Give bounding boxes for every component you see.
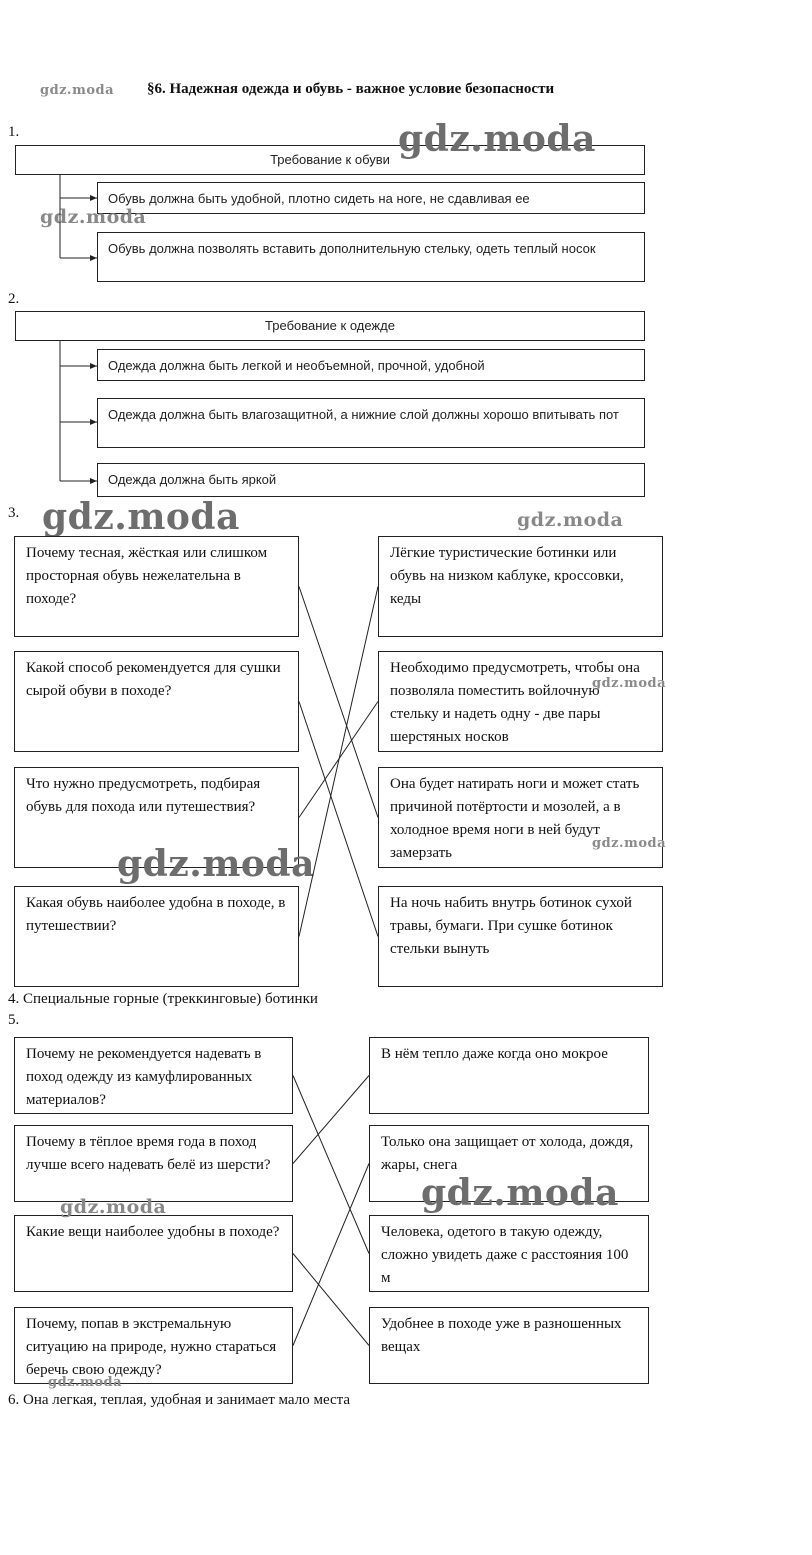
- task4-answer: 4. Специальные горные (треккинговые) ботинки: [8, 991, 318, 1007]
- task5-answer-1: В нём тепло даже когда оно мокрое: [369, 1037, 649, 1114]
- watermark: gdz.moda: [398, 118, 596, 160]
- task2-number: 2.: [8, 291, 20, 307]
- task1-arrow-2: [90, 255, 97, 261]
- task5-match-line-4-2: [293, 1164, 369, 1346]
- task3-answer-1: Лёгкие туристические ботинки или обувь на низком каблуке, кроссовки, кеды: [378, 536, 663, 637]
- page-title: §6. Надежная одежда и обувь - важное условие безопасности: [147, 81, 555, 97]
- watermark: gdz.moda: [48, 1375, 123, 1390]
- task5-number: 5.: [8, 1012, 20, 1028]
- task5-question-1: Почему не рекомендуется надевать в поход одежду из камуфлированных материалов?: [14, 1037, 293, 1114]
- task3-question-2: Какой способ рекомендуется для сушки сырой обуви в походе?: [14, 651, 299, 752]
- task5-match-line-3-4: [293, 1254, 369, 1346]
- watermark: gdz.moda: [517, 509, 624, 531]
- task3-number: 3.: [8, 505, 20, 521]
- task2-arrow-1: [90, 363, 97, 369]
- watermark: gdz.moda: [421, 1172, 619, 1214]
- watermark: gdz.moda: [60, 1196, 167, 1218]
- task3-answer-4: На ночь набить внутрь ботинок сухой травы, бумаги. При сушке ботинок стельки вынуть: [378, 886, 663, 987]
- watermark: gdz.moda: [40, 83, 115, 98]
- task1-heading: Требование к обуви: [270, 152, 390, 167]
- watermark: gdz.moda: [40, 206, 147, 228]
- task2-heading: Требование к одежде: [265, 318, 395, 333]
- task2-item-1: Одежда должна быть легкой и необъемной, прочной, удобной: [97, 349, 645, 381]
- task3-question-3: Что нужно предусмотреть, подбирая обувь для похода или путешествия?: [14, 767, 299, 868]
- watermark: gdz.moda: [592, 676, 667, 691]
- task6-answer: 6. Она легкая, теплая, удобная и занимает мало места: [8, 1392, 351, 1408]
- task3-question-4: Какая обувь наиболее удобна в походе, в путешествии?: [14, 886, 299, 987]
- task1-number: 1.: [8, 124, 20, 140]
- task5-answer-2: Только она защищает от холода, дождя, жары, снега: [369, 1125, 649, 1202]
- task2-item-3: Одежда должна быть яркой: [97, 463, 645, 497]
- task5-answer-3: Человека, одетого в такую одежду, сложно увидеть даже с расстояния 100 м: [369, 1215, 649, 1292]
- task2-arrow-3: [90, 478, 97, 484]
- task1-item-1: Обувь должна быть удобной, плотно сидеть на ноге, не сдавливая ее: [97, 182, 645, 214]
- watermark: gdz.moda: [592, 836, 667, 851]
- task3-question-1: Почему тесная, жёсткая или слишком просторная обувь нежелательна в походе?: [14, 536, 299, 637]
- task1-item-2: Обувь должна позволять вставить дополнительную стельку, одеть теплый носок: [97, 232, 645, 282]
- task3-answer-3: Она будет натирать ноги и может стать причиной потёртости и мозолей, а в холодное время ноги в ней будут замерзать: [378, 767, 663, 868]
- task2-item-2: Одежда должна быть влагозащитной, а нижние слой должны хорошо впитывать пот: [97, 398, 645, 448]
- task3-match-line-1-3: [299, 587, 378, 818]
- task3-match-line-4-1: [299, 587, 378, 937]
- task5-answer-4: Удобнее в походе уже в разношенных вещах: [369, 1307, 649, 1384]
- task5-question-2: Почему в тёплое время года в поход лучше всего надевать белё из шерсти?: [14, 1125, 293, 1202]
- task5-match-line-2-1: [293, 1076, 369, 1164]
- watermark: gdz.moda: [117, 843, 315, 885]
- watermark: gdz.moda: [42, 496, 240, 538]
- task1-arrow-1: [90, 195, 97, 201]
- task2-arrow-2: [90, 419, 97, 425]
- task5-question-3: Какие вещи наиболее удобны в походе?: [14, 1215, 293, 1292]
- task3-match-line-2-4: [299, 702, 378, 937]
- task5-match-line-1-3: [293, 1076, 369, 1254]
- task3-answer-2: Необходимо предусмотреть, чтобы она позволяла поместить войлочную стельку и надеть одну - две пары шерстяных носков: [378, 651, 663, 752]
- task5-question-4: Почему, попав в экстремальную ситуацию на природе, нужно стараться беречь свою одежду?: [14, 1307, 293, 1384]
